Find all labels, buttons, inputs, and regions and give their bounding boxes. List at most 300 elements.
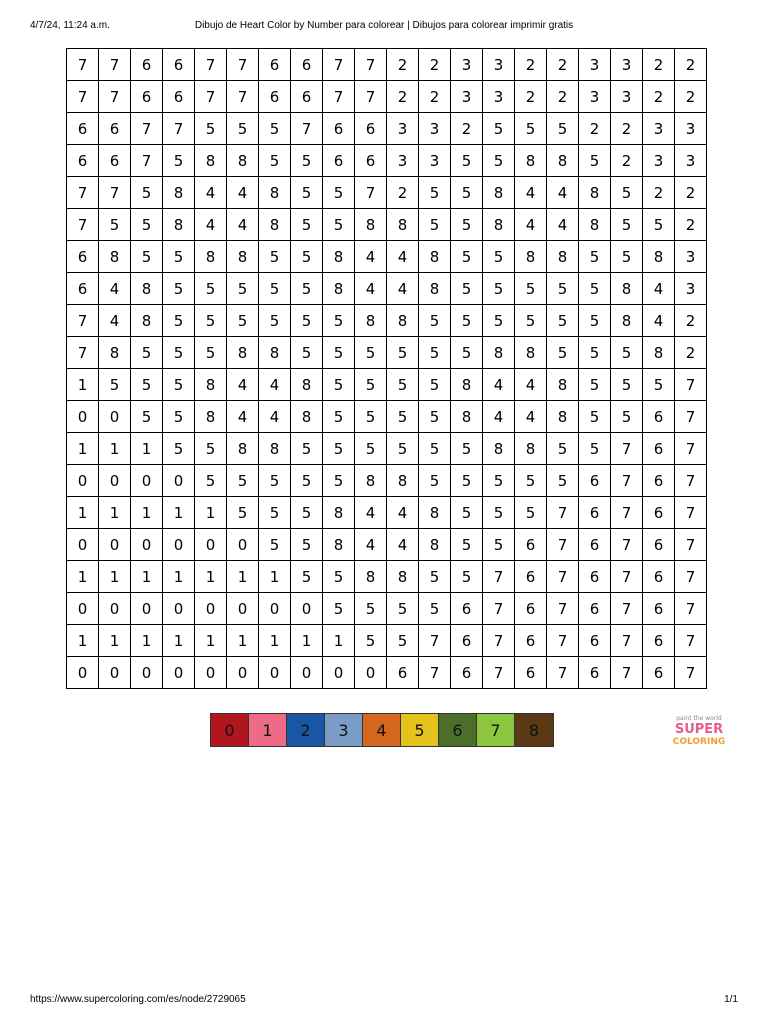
grid-cell: 5 [419,369,451,401]
grid-row [67,209,707,241]
grid-row [67,529,707,561]
grid-cell: 7 [547,593,579,625]
grid-cell: 8 [227,337,259,369]
grid-row [67,625,707,657]
grid-cell: 0 [259,593,291,625]
grid-cell: 3 [643,145,675,177]
grid-cell: 6 [643,529,675,561]
grid-cell: 5 [195,113,227,145]
grid-cell: 5 [579,337,611,369]
grid-cell: 1 [259,625,291,657]
grid-cell: 5 [259,465,291,497]
grid-cell: 7 [611,593,643,625]
grid-cell: 5 [579,241,611,273]
supercoloring-logo [668,713,730,747]
grid-cell: 4 [547,177,579,209]
grid-cell: 5 [163,273,195,305]
grid-cell: 5 [163,369,195,401]
grid-cell: 8 [515,145,547,177]
grid-cell: 5 [547,273,579,305]
grid-cell: 4 [355,497,387,529]
grid-cell: 7 [483,625,515,657]
grid-cell: 5 [387,401,419,433]
grid-cell: 7 [611,561,643,593]
grid-cell: 1 [163,561,195,593]
grid-cell: 7 [547,657,579,689]
grid-row [67,273,707,305]
grid-cell: 0 [227,657,259,689]
grid-cell: 0 [227,529,259,561]
grid-cell: 5 [387,433,419,465]
grid-cell: 5 [227,305,259,337]
grid-cell: 6 [451,593,483,625]
grid-cell: 8 [291,401,323,433]
grid-cell: 7 [131,145,163,177]
grid-row [67,657,707,689]
grid-cell: 5 [515,497,547,529]
grid-cell: 3 [675,145,707,177]
grid-cell: 5 [387,337,419,369]
grid-cell: 5 [291,465,323,497]
grid-cell: 5 [291,241,323,273]
grid-cell: 7 [227,81,259,113]
grid-cell: 5 [547,337,579,369]
grid-cell: 7 [611,657,643,689]
grid-cell: 5 [195,337,227,369]
grid-cell: 1 [323,625,355,657]
grid-cell: 0 [291,657,323,689]
grid-cell: 5 [387,369,419,401]
grid-cell: 5 [131,241,163,273]
grid-cell: 8 [547,401,579,433]
grid-cell: 4 [259,369,291,401]
grid-row [67,465,707,497]
grid-cell: 5 [195,433,227,465]
grid-cell: 8 [355,209,387,241]
grid-cell: 4 [195,177,227,209]
grid-cell: 5 [419,401,451,433]
grid-cell: 2 [387,49,419,81]
grid-cell: 0 [323,657,355,689]
grid-cell: 5 [483,241,515,273]
grid-row [67,401,707,433]
grid-cell: 4 [227,401,259,433]
grid-cell: 1 [67,625,99,657]
grid-cell: 5 [355,433,387,465]
grid-cell: 2 [547,49,579,81]
grid-cell: 2 [419,49,451,81]
grid-cell: 1 [131,433,163,465]
grid-cell: 8 [195,241,227,273]
grid-cell: 5 [547,113,579,145]
grid-cell: 5 [163,337,195,369]
grid-cell: 2 [387,81,419,113]
grid-cell: 0 [99,657,131,689]
grid-cell: 5 [579,305,611,337]
grid-cell: 7 [547,529,579,561]
grid-cell: 1 [99,497,131,529]
grid-cell: 3 [419,145,451,177]
grid-cell: 7 [675,657,707,689]
grid-cell: 7 [483,561,515,593]
grid-cell: 4 [355,273,387,305]
grid-cell: 7 [195,49,227,81]
grid-cell: 7 [99,177,131,209]
grid-cell: 3 [387,113,419,145]
grid-cell: 8 [451,369,483,401]
grid-cell: 4 [483,401,515,433]
grid-cell: 4 [227,177,259,209]
grid-row [67,81,707,113]
grid-cell: 0 [227,593,259,625]
grid-cell: 4 [355,241,387,273]
grid-cell: 7 [323,81,355,113]
grid-cell: 5 [451,273,483,305]
grid-cell: 6 [99,113,131,145]
palette-swatch-5: 5 [401,714,439,746]
grid-row [67,113,707,145]
grid-cell: 5 [483,273,515,305]
grid-cell: 6 [259,49,291,81]
grid-cell: 5 [163,433,195,465]
grid-cell: 6 [291,81,323,113]
grid-cell: 2 [579,113,611,145]
grid-cell: 5 [259,273,291,305]
print-datetime: 4/7/24, 11:24 a.m. [30,20,110,31]
grid-cell: 5 [227,465,259,497]
grid-cell: 6 [643,657,675,689]
grid-cell: 3 [675,241,707,273]
grid-cell: 4 [99,273,131,305]
grid-cell: 8 [291,369,323,401]
grid-row [67,593,707,625]
grid-cell: 8 [99,337,131,369]
grid-cell: 8 [323,529,355,561]
grid-cell: 5 [323,561,355,593]
grid-cell: 0 [163,657,195,689]
grid-cell: 5 [451,465,483,497]
grid-cell: 2 [643,81,675,113]
grid-cell: 0 [99,401,131,433]
grid-cell: 0 [131,593,163,625]
grid-cell: 7 [67,177,99,209]
grid-cell: 8 [483,433,515,465]
grid-cell: 8 [259,209,291,241]
grid-cell: 6 [163,49,195,81]
grid-cell: 6 [643,401,675,433]
grid-cell: 0 [99,593,131,625]
grid-cell: 7 [483,657,515,689]
grid-cell: 5 [259,113,291,145]
grid-cell: 5 [227,113,259,145]
grid-cell: 5 [419,433,451,465]
grid-cell: 0 [355,657,387,689]
grid-cell: 7 [611,625,643,657]
grid-cell: 8 [387,465,419,497]
grid-cell: 5 [291,145,323,177]
grid-cell: 4 [515,401,547,433]
grid-cell: 8 [259,433,291,465]
grid-cell: 5 [131,177,163,209]
grid-cell: 3 [675,113,707,145]
grid-cell: 2 [547,81,579,113]
grid-cell: 5 [611,177,643,209]
grid-cell: 5 [131,369,163,401]
grid-cell: 4 [387,529,419,561]
grid-cell: 8 [483,209,515,241]
grid-cell: 7 [355,177,387,209]
grid-cell: 1 [99,561,131,593]
grid-cell: 6 [579,657,611,689]
grid-cell: 1 [227,561,259,593]
grid-cell: 1 [67,497,99,529]
grid-cell: 7 [67,49,99,81]
grid-cell: 0 [67,657,99,689]
grid-cell: 6 [515,529,547,561]
grid-cell: 5 [323,465,355,497]
grid-cell: 2 [515,49,547,81]
grid-cell: 5 [387,625,419,657]
grid-cell: 8 [643,241,675,273]
grid-cell: 5 [291,337,323,369]
grid-cell: 5 [323,209,355,241]
grid-cell: 8 [451,401,483,433]
grid-cell: 5 [259,145,291,177]
grid-cell: 1 [259,561,291,593]
grid-cell: 5 [451,209,483,241]
grid-cell: 8 [195,401,227,433]
grid-cell: 0 [67,401,99,433]
grid-cell: 2 [675,81,707,113]
palette-swatch-4: 4 [363,714,401,746]
grid-cell: 8 [579,177,611,209]
grid-cell: 5 [131,209,163,241]
grid-cell: 5 [611,241,643,273]
grid-cell: 8 [131,273,163,305]
grid-cell: 5 [323,401,355,433]
grid-cell: 6 [451,657,483,689]
grid-cell: 4 [195,209,227,241]
grid-cell: 5 [323,593,355,625]
grid-cell: 6 [355,145,387,177]
grid-cell: 0 [195,529,227,561]
grid-cell: 8 [131,305,163,337]
grid-cell: 1 [99,433,131,465]
grid-cell: 6 [355,113,387,145]
grid-cell: 1 [99,625,131,657]
grid-cell: 0 [195,593,227,625]
page-title: Dibujo de Heart Color by Number para colorear | Dibujos para colorear imprimir gratis [194,20,574,31]
palette-swatch-0: 0 [211,714,249,746]
grid-cell: 5 [323,369,355,401]
grid-cell: 5 [579,433,611,465]
grid-cell: 2 [387,177,419,209]
grid-cell: 5 [227,497,259,529]
grid-cell: 0 [99,465,131,497]
grid-cell: 8 [323,241,355,273]
grid-row [67,369,707,401]
grid-cell: 5 [611,369,643,401]
grid-cell: 7 [355,81,387,113]
logo-line1: SUPER [674,722,724,737]
grid-cell: 2 [675,49,707,81]
grid-cell: 5 [323,433,355,465]
grid-cell: 7 [675,401,707,433]
grid-cell: 7 [547,497,579,529]
grid-cell: 8 [323,273,355,305]
grid-cell: 5 [163,401,195,433]
grid-cell: 7 [67,337,99,369]
color-key-palette [210,713,554,747]
grid-cell: 4 [515,177,547,209]
grid-cell: 1 [195,625,227,657]
grid-cell: 1 [131,561,163,593]
grid-row [67,433,707,465]
grid-cell: 5 [259,497,291,529]
grid-cell: 5 [451,145,483,177]
grid-cell: 8 [419,273,451,305]
grid-cell: 2 [611,145,643,177]
grid-cell: 8 [195,145,227,177]
grid-cell: 8 [419,241,451,273]
grid-cell: 6 [579,561,611,593]
grid-cell: 7 [195,81,227,113]
grid-cell: 5 [355,401,387,433]
grid-cell: 6 [131,49,163,81]
grid-cell: 6 [579,497,611,529]
grid-cell: 1 [163,625,195,657]
grid-cell: 5 [291,305,323,337]
grid-row [67,497,707,529]
grid-cell: 3 [451,81,483,113]
grid-cell: 6 [515,625,547,657]
grid-cell: 4 [387,497,419,529]
grid-cell: 5 [451,529,483,561]
grid-cell: 7 [675,561,707,593]
grid-cell: 5 [291,497,323,529]
grid-cell: 8 [515,241,547,273]
grid-cell: 4 [227,369,259,401]
grid-cell: 0 [195,657,227,689]
grid-cell: 5 [451,497,483,529]
grid-cell: 8 [643,337,675,369]
grid-cell: 5 [451,305,483,337]
grid-cell: 4 [387,241,419,273]
grid-cell: 5 [291,273,323,305]
grid-row [67,145,707,177]
grid-cell: 7 [483,593,515,625]
grid-cell: 8 [195,369,227,401]
grid-cell: 5 [323,177,355,209]
grid-cell: 5 [451,433,483,465]
grid-cell: 6 [259,81,291,113]
grid-cell: 5 [419,305,451,337]
palette-swatch-6: 6 [439,714,477,746]
page-number: 1/1 [724,994,738,1005]
grid-cell: 5 [291,177,323,209]
grid-cell: 5 [643,209,675,241]
grid-cell: 8 [515,337,547,369]
grid-cell: 2 [675,337,707,369]
grid-cell: 5 [579,145,611,177]
grid-cell: 7 [675,529,707,561]
grid-cell: 7 [163,113,195,145]
grid-row [67,241,707,273]
grid-cell: 5 [131,401,163,433]
grid-cell: 8 [259,337,291,369]
grid-cell: 8 [483,337,515,369]
grid-cell: 2 [451,113,483,145]
grid-cell: 6 [387,657,419,689]
grid-cell: 5 [547,305,579,337]
palette-swatch-7: 7 [477,714,515,746]
grid-cell: 7 [547,625,579,657]
grid-cell: 5 [99,369,131,401]
grid-cell: 5 [387,593,419,625]
grid-cell: 3 [611,81,643,113]
grid-cell: 5 [355,369,387,401]
grid-cell: 6 [579,625,611,657]
grid-cell: 7 [611,465,643,497]
grid-cell: 0 [67,465,99,497]
grid-cell: 3 [579,49,611,81]
grid-cell: 8 [547,145,579,177]
grid-cell: 5 [195,305,227,337]
grid-cell: 2 [611,113,643,145]
grid-cell: 5 [579,273,611,305]
grid-cell: 2 [419,81,451,113]
grid-cell: 0 [163,465,195,497]
grid-cell: 6 [67,145,99,177]
grid-cell: 4 [259,401,291,433]
grid-cell: 6 [579,529,611,561]
grid-cell: 7 [323,49,355,81]
grid-cell: 0 [67,529,99,561]
grid-cell: 6 [291,49,323,81]
grid-cell: 5 [547,465,579,497]
grid-cell: 1 [67,433,99,465]
grid-cell: 7 [99,49,131,81]
grid-cell: 5 [451,337,483,369]
grid-cell: 4 [355,529,387,561]
grid-cell: 0 [131,529,163,561]
grid-cell: 1 [291,625,323,657]
grid-cell: 8 [387,305,419,337]
grid-cell: 5 [291,209,323,241]
grid-cell: 7 [67,209,99,241]
grid-cell: 7 [675,593,707,625]
grid-cell: 7 [227,49,259,81]
grid-cell: 4 [483,369,515,401]
grid-row [67,49,707,81]
grid-cell: 1 [195,497,227,529]
grid-cell: 3 [643,113,675,145]
palette-swatch-1: 1 [249,714,287,746]
palette-swatch-3: 3 [325,714,363,746]
grid-cell: 8 [227,241,259,273]
grid-cell: 4 [515,369,547,401]
grid-cell: 8 [163,177,195,209]
grid-cell: 3 [675,273,707,305]
grid-cell: 5 [259,305,291,337]
grid-cell: 1 [163,497,195,529]
grid-cell: 4 [387,273,419,305]
grid-cell: 8 [611,273,643,305]
grid-cell: 5 [131,337,163,369]
grid-cell: 6 [515,657,547,689]
grid-cell: 8 [515,433,547,465]
grid-cell: 7 [611,529,643,561]
